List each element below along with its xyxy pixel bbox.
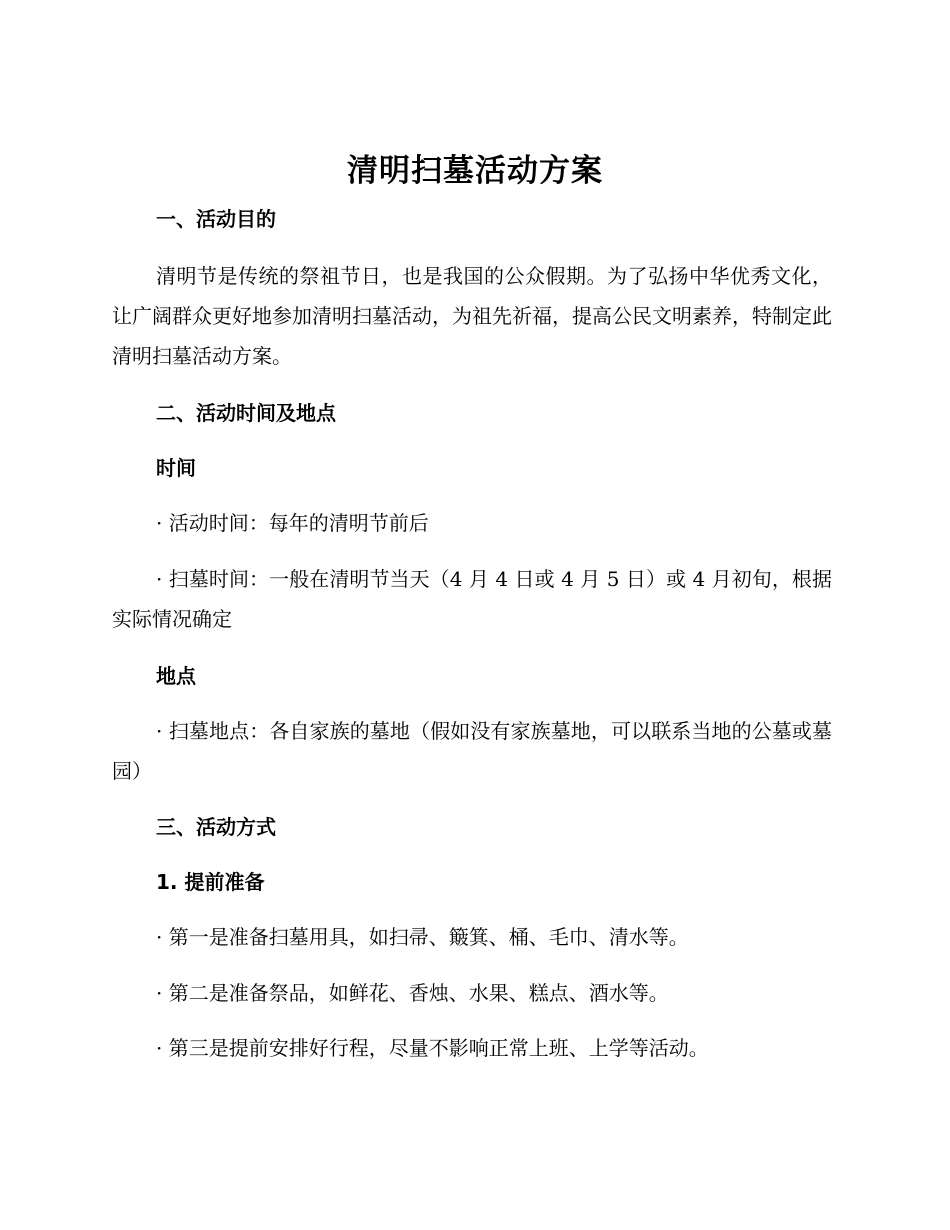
paragraph-purpose: 清明节是传统的祭祖节日，也是我国的公众假期。为了弘扬中华优秀文化，让广阔群众更好地参加清明扫墓活动，为祖先祈福，提高公民文明素养，特制定此清明扫墓活动方案。 bbox=[112, 264, 832, 368]
list-item-activity-time: · 活动时间：每年的清明节前后 bbox=[156, 511, 429, 535]
section-heading-time-place: 二、活动时间及地点 bbox=[156, 401, 336, 425]
list-item-sweeping-place: · 扫墓地点：各自家族的墓地（假如没有家族墓地，可以联系当地的公墓或墓园） bbox=[112, 719, 832, 783]
list-item-sweeping-time: · 扫墓时间：一般在清明节当天（4 月 4 日或 4 月 5 日）或 4 月初旬，根据实际情况确定 bbox=[112, 567, 832, 631]
list-item-prep-tools: · 第一是准备扫墓用具，如扫帚、簸箕、桶、毛巾、清水等。 bbox=[156, 925, 689, 949]
section-heading-method: 三、活动方式 bbox=[156, 815, 276, 839]
subheading-preparation: 1. 提前准备 bbox=[156, 870, 265, 894]
subheading-time: 时间 bbox=[156, 456, 196, 480]
list-item-prep-offerings: · 第二是准备祭品，如鲜花、香烛、水果、糕点、酒水等。 bbox=[156, 981, 669, 1005]
list-item-prep-schedule: · 第三是提前安排好行程，尽量不影响正常上班、上学等活动。 bbox=[156, 1036, 709, 1060]
subheading-place: 地点 bbox=[156, 664, 196, 688]
section-heading-purpose: 一、活动目的 bbox=[156, 207, 276, 231]
document-title: 清明扫墓活动方案 bbox=[347, 153, 603, 189]
